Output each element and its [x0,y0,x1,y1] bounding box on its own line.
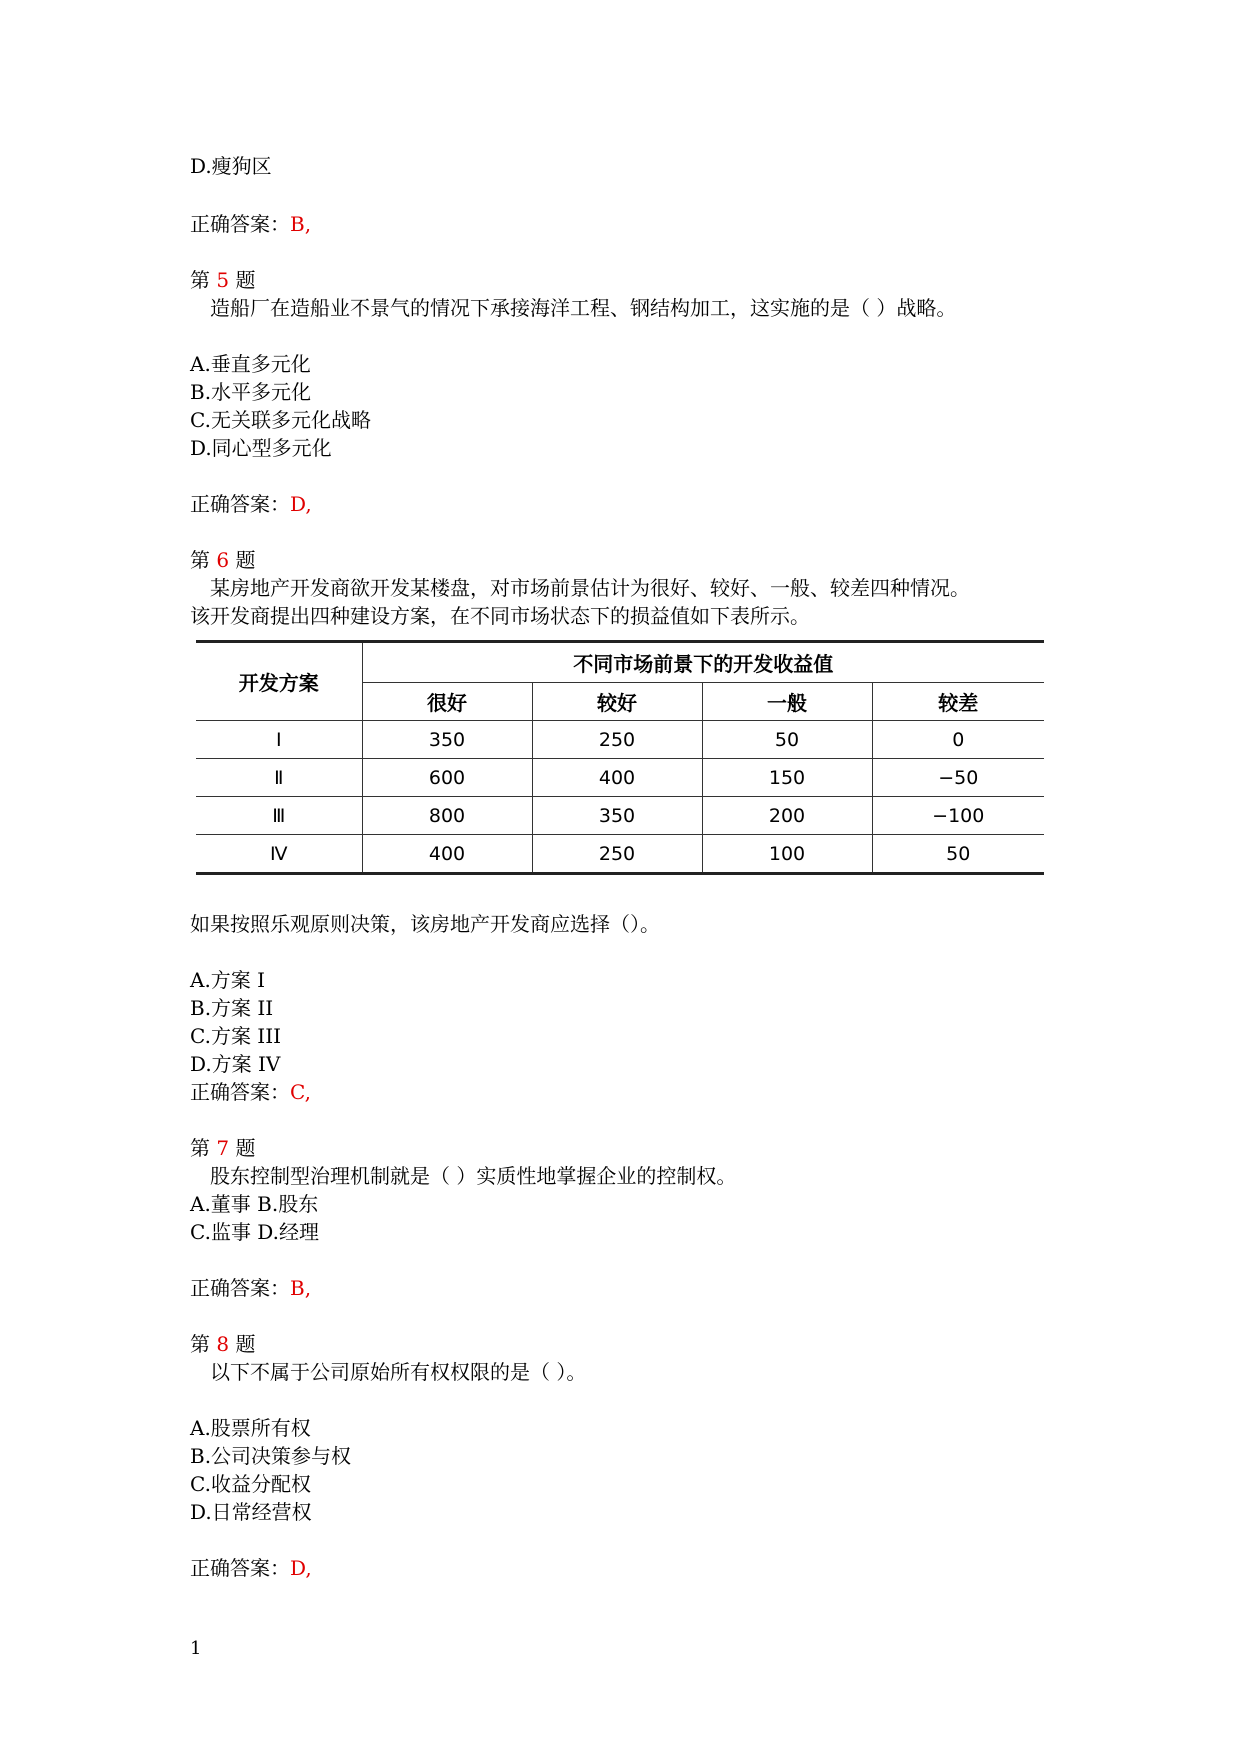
column-header: 很好 [362,683,532,721]
table-cell: 100 [702,835,872,874]
table-corner-header: 开发方案 [196,642,362,721]
question-stem-5: 造船厂在造船业不景气的情况下承接海洋工程、钢结构加工，这实施的是（ ）战略。 [210,296,957,320]
option-b-q6: B.方案 II [190,996,274,1020]
column-header: 较好 [532,683,702,721]
table-cell: 350 [532,797,702,835]
payoff-table-wrapper [196,640,1044,875]
answer-value: C, [290,1080,311,1104]
answer-q7 [190,1274,311,1302]
table-cell: 350 [362,721,532,759]
answer-value: B, [290,1276,312,1300]
question-number-6 [190,546,255,574]
answer-label: 正确答案： [190,1080,290,1104]
option-a-q8: A.股票所有权 [190,1416,311,1440]
table-cell: 0 [872,721,1044,759]
payoff-table [196,640,1044,875]
q-suffix: 题 [229,548,256,572]
q-num: 8 [216,1332,230,1356]
page-number: 1 [190,1638,202,1659]
table-cell: 400 [362,835,532,874]
answer-q4 [190,210,311,238]
table-row [196,797,1044,835]
answer-label: 正确答案： [190,212,290,236]
option-b-q5: B.水平多元化 [190,380,312,404]
row-label: Ⅰ [196,721,362,759]
answer-q8 [190,1554,312,1582]
question-number-8 [190,1330,255,1358]
table-row [196,835,1044,874]
option-a-q5: A.垂直多元化 [190,352,311,376]
option-d-q5: D.同心型多元化 [190,436,332,460]
answer-value: D, [290,492,312,516]
table-cell: 200 [702,797,872,835]
question-number-7 [190,1134,255,1162]
column-header: 一般 [702,683,872,721]
answer-value: D, [290,1556,312,1580]
table-group-header: 不同市场前景下的开发收益值 [362,642,1044,683]
row-label: Ⅱ [196,759,362,797]
q-suffix: 题 [229,1136,256,1160]
question-stem-6-line1: 某房地产开发商欲开发某楼盘，对市场前景估计为很好、较好、一般、较差四种情况。 [210,576,970,600]
table-cell: 50 [702,721,872,759]
answer-label: 正确答案： [190,492,290,516]
q-prefix: 第 [190,1332,217,1356]
table-cell: 600 [362,759,532,797]
q-prefix: 第 [190,268,217,292]
q-num: 7 [216,1136,230,1160]
table-cell: 400 [532,759,702,797]
question-6-prompt: 如果按照乐观原则决策，该房地产开发商应选择（）。 [190,912,660,936]
option-c-q6: C.方案 III [190,1024,282,1048]
q-prefix: 第 [190,1136,217,1160]
option-d-q6: D.方案 IV [190,1052,281,1076]
table-cell: 150 [702,759,872,797]
answer-value: B, [290,212,312,236]
row-label: Ⅲ [196,797,362,835]
answer-label: 正确答案： [190,1556,290,1580]
option-a-q6: A.方案 I [190,968,266,992]
option-b-q8: B.公司决策参与权 [190,1444,352,1468]
row-label: Ⅳ [196,835,362,874]
q-suffix: 题 [229,1332,256,1356]
option-d-q4: D.瘦狗区 [190,154,272,178]
options-q7-line2: C.监事 D.经理 [190,1220,319,1244]
option-c-q8: C.收益分配权 [190,1472,311,1496]
question-number-5 [190,266,255,294]
table-cell: 250 [532,721,702,759]
q-num: 6 [216,548,230,572]
q-prefix: 第 [190,548,217,572]
column-header: 较差 [872,683,1044,721]
q-suffix: 题 [229,268,256,292]
table-cell: −100 [872,797,1044,835]
question-stem-6-line2: 该开发商提出四种建设方案，在不同市场状态下的损益值如下表所示。 [190,604,810,628]
table-row [196,721,1044,759]
table-cell: 50 [872,835,1044,874]
answer-q6 [190,1078,311,1106]
question-stem-7: 股东控制型治理机制就是（ ）实质性地掌握企业的控制权。 [210,1164,737,1188]
option-c-q5: C.无关联多元化战略 [190,408,371,432]
options-q7-line1: A.董事 B.股东 [190,1192,319,1216]
answer-q5 [190,490,312,518]
q-num: 5 [216,268,230,292]
table-cell: 250 [532,835,702,874]
answer-label: 正确答案： [190,1276,290,1300]
table-row [196,759,1044,797]
option-d-q8: D.日常经营权 [190,1500,312,1524]
question-stem-8: 以下不属于公司原始所有权权限的是（ ）。 [210,1360,587,1384]
table-cell: −50 [872,759,1044,797]
table-cell: 800 [362,797,532,835]
